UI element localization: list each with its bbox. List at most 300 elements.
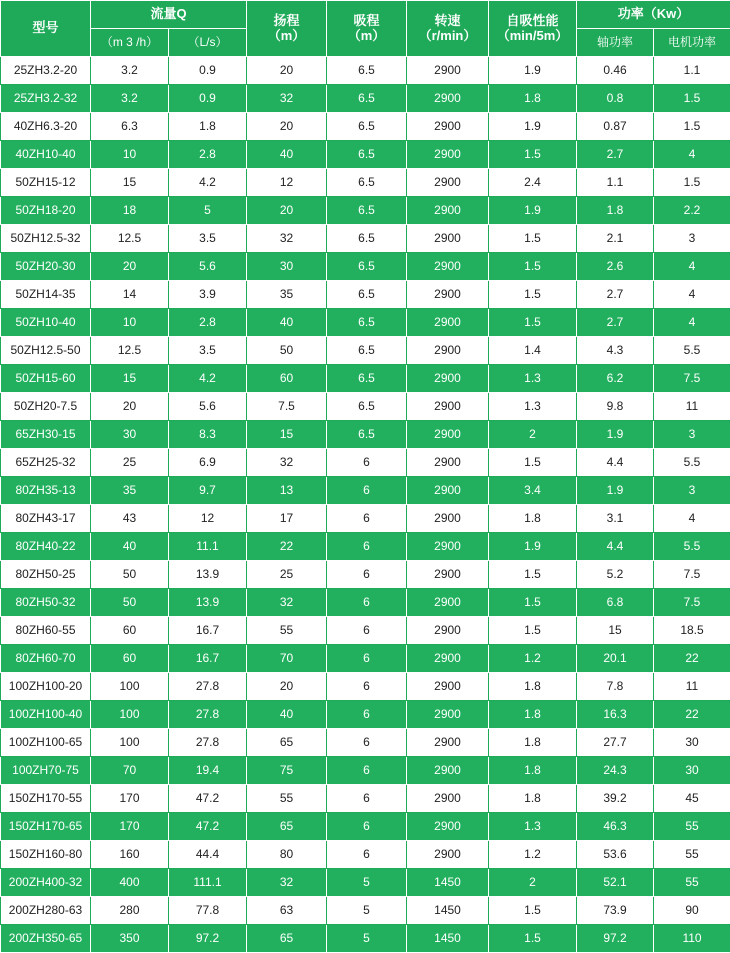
table-cell: 2900 bbox=[407, 813, 489, 841]
table-cell: 2900 bbox=[407, 673, 489, 701]
table-cell: 0.9 bbox=[169, 85, 247, 113]
cell-model: 150ZH160-80 bbox=[1, 841, 91, 869]
cell-model: 40ZH10-40 bbox=[1, 141, 91, 169]
cell-model: 50ZH10-40 bbox=[1, 309, 91, 337]
table-cell: 1.5 bbox=[489, 589, 577, 617]
table-cell: 13.9 bbox=[169, 589, 247, 617]
table-cell: 40 bbox=[91, 533, 169, 561]
table-cell: 6 bbox=[327, 673, 407, 701]
table-cell: 19.4 bbox=[169, 757, 247, 785]
table-cell: 100 bbox=[91, 673, 169, 701]
header-self-priming-label: 自吸性能 bbox=[489, 14, 576, 29]
cell-model: 80ZH50-25 bbox=[1, 561, 91, 589]
table-cell: 1.9 bbox=[577, 421, 654, 449]
table-cell: 1.5 bbox=[654, 85, 730, 113]
header-suction-label: 吸程 bbox=[327, 14, 406, 29]
table-cell: 12.5 bbox=[91, 225, 169, 253]
table-row bbox=[1, 141, 730, 169]
table-cell: 35 bbox=[247, 281, 327, 309]
header-head-unit: （m） bbox=[247, 29, 326, 44]
table-cell: 20 bbox=[91, 253, 169, 281]
table-cell: 1.5 bbox=[489, 309, 577, 337]
table-cell: 1.3 bbox=[489, 393, 577, 421]
cell-model: 100ZH70-75 bbox=[1, 757, 91, 785]
table-cell: 2900 bbox=[407, 841, 489, 869]
cell-model: 50ZH18-20 bbox=[1, 197, 91, 225]
header-row-primary bbox=[1, 1, 730, 29]
table-cell: 3 bbox=[654, 477, 730, 505]
table-cell: 2900 bbox=[407, 561, 489, 589]
table-cell: 1.9 bbox=[489, 533, 577, 561]
table-cell: 6.5 bbox=[327, 141, 407, 169]
cell-model: 50ZH12.5-50 bbox=[1, 337, 91, 365]
table-cell: 6 bbox=[327, 617, 407, 645]
table-cell: 7.5 bbox=[654, 561, 730, 589]
table-cell: 13 bbox=[247, 477, 327, 505]
table-cell: 73.9 bbox=[577, 897, 654, 925]
table-cell: 1.9 bbox=[489, 113, 577, 141]
table-row bbox=[1, 281, 730, 309]
table-cell: 5 bbox=[327, 869, 407, 897]
table-cell: 15 bbox=[91, 169, 169, 197]
table-cell: 2900 bbox=[407, 757, 489, 785]
table-cell: 27.7 bbox=[577, 729, 654, 757]
table-cell: 6.5 bbox=[327, 113, 407, 141]
table-cell: 2900 bbox=[407, 477, 489, 505]
table-cell: 32 bbox=[247, 225, 327, 253]
table-row bbox=[1, 57, 730, 85]
table-cell: 2 bbox=[489, 869, 577, 897]
table-cell: 2900 bbox=[407, 225, 489, 253]
header-self-priming bbox=[489, 1, 577, 57]
table-cell: 2.1 bbox=[577, 225, 654, 253]
table-cell: 5.6 bbox=[169, 393, 247, 421]
table-cell: 2900 bbox=[407, 141, 489, 169]
table-cell: 6 bbox=[327, 785, 407, 813]
table-cell: 350 bbox=[91, 925, 169, 953]
table-row bbox=[1, 449, 730, 477]
table-cell: 170 bbox=[91, 785, 169, 813]
table-cell: 1.8 bbox=[489, 701, 577, 729]
table-cell: 1.2 bbox=[489, 841, 577, 869]
header-head-label: 扬程 bbox=[247, 14, 326, 29]
table-cell: 3.2 bbox=[91, 85, 169, 113]
table-cell: 70 bbox=[247, 645, 327, 673]
table-cell: 1.8 bbox=[489, 85, 577, 113]
table-row bbox=[1, 757, 730, 785]
table-cell: 27.8 bbox=[169, 729, 247, 757]
table-cell: 1.5 bbox=[489, 561, 577, 589]
cell-model: 40ZH6.3-20 bbox=[1, 113, 91, 141]
table-cell: 2900 bbox=[407, 729, 489, 757]
table-cell: 4 bbox=[654, 505, 730, 533]
table-cell: 100 bbox=[91, 701, 169, 729]
table-cell: 3 bbox=[654, 225, 730, 253]
table-cell: 7.5 bbox=[654, 589, 730, 617]
table-row bbox=[1, 365, 730, 393]
table-cell: 6.5 bbox=[327, 85, 407, 113]
cell-model: 80ZH60-70 bbox=[1, 645, 91, 673]
table-cell: 6 bbox=[327, 645, 407, 673]
table-cell: 22 bbox=[654, 645, 730, 673]
table-cell: 20.1 bbox=[577, 645, 654, 673]
cell-model: 50ZH15-12 bbox=[1, 169, 91, 197]
table-cell: 55 bbox=[654, 869, 730, 897]
table-cell: 15 bbox=[577, 617, 654, 645]
cell-model: 200ZH350-65 bbox=[1, 925, 91, 953]
header-power-group: 功率（Kw） bbox=[577, 1, 730, 29]
table-cell: 111.1 bbox=[169, 869, 247, 897]
table-cell: 55 bbox=[654, 813, 730, 841]
table-cell: 7.5 bbox=[247, 393, 327, 421]
table-cell: 2900 bbox=[407, 253, 489, 281]
table-cell: 80 bbox=[247, 841, 327, 869]
table-cell: 12.5 bbox=[91, 337, 169, 365]
cell-model: 150ZH170-55 bbox=[1, 785, 91, 813]
table-cell: 40 bbox=[247, 309, 327, 337]
table-cell: 6.8 bbox=[577, 589, 654, 617]
table-cell: 16.7 bbox=[169, 617, 247, 645]
table-cell: 1.5 bbox=[489, 617, 577, 645]
table-cell: 1.8 bbox=[489, 757, 577, 785]
table-row bbox=[1, 309, 730, 337]
table-cell: 3.5 bbox=[169, 225, 247, 253]
header-suction bbox=[327, 1, 407, 57]
table-cell: 2900 bbox=[407, 505, 489, 533]
table-cell: 2.8 bbox=[169, 141, 247, 169]
table-cell: 1.8 bbox=[489, 505, 577, 533]
table-cell: 1.4 bbox=[489, 337, 577, 365]
table-cell: 2900 bbox=[407, 645, 489, 673]
table-cell: 11 bbox=[654, 393, 730, 421]
table-cell: 32 bbox=[247, 869, 327, 897]
cell-model: 65ZH30-15 bbox=[1, 421, 91, 449]
header-power-motor: 电机功率 bbox=[654, 29, 730, 57]
table-cell: 6.5 bbox=[327, 253, 407, 281]
table-cell: 6 bbox=[327, 589, 407, 617]
table-cell: 70 bbox=[91, 757, 169, 785]
table-cell: 4.2 bbox=[169, 365, 247, 393]
cell-model: 200ZH280-63 bbox=[1, 897, 91, 925]
table-cell: 16.3 bbox=[577, 701, 654, 729]
table-cell: 3.2 bbox=[91, 57, 169, 85]
table-cell: 100 bbox=[91, 729, 169, 757]
table-cell: 10 bbox=[91, 309, 169, 337]
table-cell: 6.5 bbox=[327, 365, 407, 393]
table-cell: 1.8 bbox=[489, 785, 577, 813]
table-cell: 1450 bbox=[407, 897, 489, 925]
table-cell: 40 bbox=[247, 701, 327, 729]
table-cell: 160 bbox=[91, 841, 169, 869]
table-cell: 6.5 bbox=[327, 225, 407, 253]
table-row bbox=[1, 897, 730, 925]
header-speed-unit: （r/min） bbox=[407, 29, 488, 44]
table-row bbox=[1, 841, 730, 869]
table-cell: 2900 bbox=[407, 393, 489, 421]
table-cell: 1.5 bbox=[489, 897, 577, 925]
table-cell: 5 bbox=[327, 897, 407, 925]
table-row bbox=[1, 617, 730, 645]
cell-model: 50ZH14-35 bbox=[1, 281, 91, 309]
table-cell: 1.1 bbox=[654, 57, 730, 85]
table-cell: 90 bbox=[654, 897, 730, 925]
table-cell: 1.2 bbox=[489, 645, 577, 673]
table-cell: 1450 bbox=[407, 869, 489, 897]
cell-model: 80ZH40-22 bbox=[1, 533, 91, 561]
table-cell: 4 bbox=[654, 253, 730, 281]
table-cell: 2900 bbox=[407, 785, 489, 813]
table-cell: 7.8 bbox=[577, 673, 654, 701]
table-cell: 6.5 bbox=[327, 421, 407, 449]
table-cell: 60 bbox=[91, 645, 169, 673]
table-cell: 60 bbox=[91, 617, 169, 645]
table-cell: 18.5 bbox=[654, 617, 730, 645]
table-cell: 6 bbox=[327, 533, 407, 561]
cell-model: 80ZH50-32 bbox=[1, 589, 91, 617]
table-cell: 53.6 bbox=[577, 841, 654, 869]
table-cell: 32 bbox=[247, 589, 327, 617]
table-cell: 2 bbox=[489, 421, 577, 449]
table-cell: 47.2 bbox=[169, 813, 247, 841]
table-cell: 6 bbox=[327, 813, 407, 841]
table-cell: 6 bbox=[327, 449, 407, 477]
table-cell: 1.5 bbox=[489, 225, 577, 253]
table-cell: 1.3 bbox=[489, 365, 577, 393]
table-cell: 55 bbox=[654, 841, 730, 869]
table-cell: 7.5 bbox=[654, 365, 730, 393]
header-speed-label: 转速 bbox=[407, 14, 488, 29]
table-cell: 6.5 bbox=[327, 393, 407, 421]
table-cell: 4 bbox=[654, 141, 730, 169]
cell-model: 100ZH100-40 bbox=[1, 701, 91, 729]
table-cell: 39.2 bbox=[577, 785, 654, 813]
cell-model: 80ZH60-55 bbox=[1, 617, 91, 645]
table-cell: 3.5 bbox=[169, 337, 247, 365]
table-cell: 65 bbox=[247, 925, 327, 953]
table-row bbox=[1, 393, 730, 421]
table-cell: 4.4 bbox=[577, 533, 654, 561]
table-cell: 6.5 bbox=[327, 309, 407, 337]
header-power-shaft: 轴功率 bbox=[577, 29, 654, 57]
table-row bbox=[1, 477, 730, 505]
table-cell: 45 bbox=[654, 785, 730, 813]
table-cell: 13.9 bbox=[169, 561, 247, 589]
table-cell: 97.2 bbox=[577, 925, 654, 953]
table-row bbox=[1, 421, 730, 449]
header-flow-ls: （L/s） bbox=[169, 29, 247, 57]
table-cell: 1450 bbox=[407, 925, 489, 953]
table-cell: 2900 bbox=[407, 701, 489, 729]
table-cell: 18 bbox=[91, 197, 169, 225]
table-cell: 97.2 bbox=[169, 925, 247, 953]
table-cell: 2.7 bbox=[577, 281, 654, 309]
table-cell: 6.5 bbox=[327, 281, 407, 309]
table-cell: 4 bbox=[654, 309, 730, 337]
cell-model: 80ZH43-17 bbox=[1, 505, 91, 533]
table-cell: 1.9 bbox=[489, 57, 577, 85]
table-row bbox=[1, 785, 730, 813]
table-cell: 32 bbox=[247, 449, 327, 477]
table-cell: 40 bbox=[247, 141, 327, 169]
table-cell: 9.8 bbox=[577, 393, 654, 421]
table-cell: 6 bbox=[327, 757, 407, 785]
table-cell: 11 bbox=[654, 673, 730, 701]
table-cell: 15 bbox=[247, 421, 327, 449]
table-cell: 1.5 bbox=[489, 449, 577, 477]
table-cell: 27.8 bbox=[169, 673, 247, 701]
table-cell: 0.9 bbox=[169, 57, 247, 85]
table-cell: 50 bbox=[91, 561, 169, 589]
table-cell: 20 bbox=[247, 113, 327, 141]
table-cell: 2.8 bbox=[169, 309, 247, 337]
table-row bbox=[1, 589, 730, 617]
table-cell: 1.8 bbox=[489, 673, 577, 701]
table-cell: 32 bbox=[247, 85, 327, 113]
table-cell: 170 bbox=[91, 813, 169, 841]
cell-model: 25ZH3.2-32 bbox=[1, 85, 91, 113]
table-row bbox=[1, 197, 730, 225]
table-cell: 43 bbox=[91, 505, 169, 533]
table-cell: 2900 bbox=[407, 365, 489, 393]
table-header bbox=[1, 1, 730, 57]
cell-model: 150ZH170-65 bbox=[1, 813, 91, 841]
table-cell: 30 bbox=[91, 421, 169, 449]
table-cell: 0.87 bbox=[577, 113, 654, 141]
table-row bbox=[1, 505, 730, 533]
table-cell: 1.8 bbox=[577, 197, 654, 225]
table-cell: 44.4 bbox=[169, 841, 247, 869]
table-cell: 6 bbox=[327, 477, 407, 505]
cell-model: 80ZH35-13 bbox=[1, 477, 91, 505]
table-cell: 27.8 bbox=[169, 701, 247, 729]
table-cell: 1.1 bbox=[577, 169, 654, 197]
cell-model: 100ZH100-65 bbox=[1, 729, 91, 757]
table-cell: 5.5 bbox=[654, 337, 730, 365]
table-cell: 2.7 bbox=[577, 309, 654, 337]
cell-model: 50ZH12.5-32 bbox=[1, 225, 91, 253]
table-cell: 2900 bbox=[407, 197, 489, 225]
table-cell: 22 bbox=[247, 533, 327, 561]
header-flow-group: 流量Q bbox=[91, 1, 247, 29]
cell-model: 65ZH25-32 bbox=[1, 449, 91, 477]
table-cell: 47.2 bbox=[169, 785, 247, 813]
table-cell: 20 bbox=[247, 57, 327, 85]
table-row bbox=[1, 337, 730, 365]
table-cell: 2.4 bbox=[489, 169, 577, 197]
table-cell: 1.5 bbox=[654, 169, 730, 197]
table-cell: 1.5 bbox=[489, 253, 577, 281]
cell-model: 25ZH3.2-20 bbox=[1, 57, 91, 85]
table-cell: 65 bbox=[247, 729, 327, 757]
cell-model: 200ZH400-32 bbox=[1, 869, 91, 897]
table-cell: 25 bbox=[91, 449, 169, 477]
table-row bbox=[1, 869, 730, 897]
table-cell: 16.7 bbox=[169, 645, 247, 673]
header-model: 型号 bbox=[1, 1, 91, 57]
table-cell: 6 bbox=[327, 841, 407, 869]
table-cell: 1.5 bbox=[489, 141, 577, 169]
table-cell: 6 bbox=[327, 701, 407, 729]
table-cell: 14 bbox=[91, 281, 169, 309]
table-cell: 5.5 bbox=[654, 533, 730, 561]
table-cell: 2900 bbox=[407, 169, 489, 197]
table-cell: 1.8 bbox=[169, 113, 247, 141]
table-cell: 25 bbox=[247, 561, 327, 589]
table-cell: 60 bbox=[247, 365, 327, 393]
table-cell: 15 bbox=[91, 365, 169, 393]
cell-model: 100ZH100-20 bbox=[1, 673, 91, 701]
table-body bbox=[1, 57, 730, 953]
table-cell: 20 bbox=[247, 673, 327, 701]
table-cell: 2900 bbox=[407, 85, 489, 113]
table-cell: 30 bbox=[654, 729, 730, 757]
header-flow-m3h: （m 3 /h） bbox=[91, 29, 169, 57]
table-cell: 4.3 bbox=[577, 337, 654, 365]
table-cell: 1.5 bbox=[654, 113, 730, 141]
table-cell: 9.7 bbox=[169, 477, 247, 505]
table-cell: 6.5 bbox=[327, 337, 407, 365]
table-cell: 20 bbox=[247, 197, 327, 225]
header-suction-unit: （m） bbox=[327, 29, 406, 44]
table-cell: 2.6 bbox=[577, 253, 654, 281]
table-cell: 2900 bbox=[407, 421, 489, 449]
table-cell: 22 bbox=[654, 701, 730, 729]
table-cell: 4 bbox=[654, 281, 730, 309]
table-cell: 5.6 bbox=[169, 253, 247, 281]
table-cell: 4.2 bbox=[169, 169, 247, 197]
table-cell: 2900 bbox=[407, 281, 489, 309]
table-cell: 3 bbox=[654, 421, 730, 449]
table-cell: 6 bbox=[327, 561, 407, 589]
table-cell: 1.8 bbox=[489, 729, 577, 757]
table-row bbox=[1, 645, 730, 673]
table-cell: 24.3 bbox=[577, 757, 654, 785]
table-cell: 2900 bbox=[407, 589, 489, 617]
table-row bbox=[1, 253, 730, 281]
table-cell: 6.5 bbox=[327, 57, 407, 85]
table-cell: 6.9 bbox=[169, 449, 247, 477]
table-cell: 2900 bbox=[407, 617, 489, 645]
cell-model: 50ZH20-7.5 bbox=[1, 393, 91, 421]
table-row bbox=[1, 169, 730, 197]
table-cell: 12 bbox=[169, 505, 247, 533]
table-cell: 2900 bbox=[407, 533, 489, 561]
table-row bbox=[1, 813, 730, 841]
table-cell: 3.1 bbox=[577, 505, 654, 533]
table-cell: 6.3 bbox=[91, 113, 169, 141]
table-cell: 2900 bbox=[407, 309, 489, 337]
table-cell: 5.2 bbox=[577, 561, 654, 589]
table-cell: 1.5 bbox=[489, 281, 577, 309]
table-cell: 400 bbox=[91, 869, 169, 897]
table-cell: 50 bbox=[247, 337, 327, 365]
table-cell: 46.3 bbox=[577, 813, 654, 841]
table-cell: 10 bbox=[91, 141, 169, 169]
table-row bbox=[1, 561, 730, 589]
table-cell: 6 bbox=[327, 505, 407, 533]
table-cell: 2900 bbox=[407, 57, 489, 85]
table-cell: 1.5 bbox=[489, 925, 577, 953]
table-cell: 3.4 bbox=[489, 477, 577, 505]
header-self-priming-unit: （min/5m） bbox=[489, 29, 576, 44]
table-cell: 6.5 bbox=[327, 169, 407, 197]
table-cell: 35 bbox=[91, 477, 169, 505]
table-cell: 17 bbox=[247, 505, 327, 533]
table-row bbox=[1, 925, 730, 953]
table-cell: 110 bbox=[654, 925, 730, 953]
table-cell: 55 bbox=[247, 785, 327, 813]
table-cell: 2.7 bbox=[577, 141, 654, 169]
